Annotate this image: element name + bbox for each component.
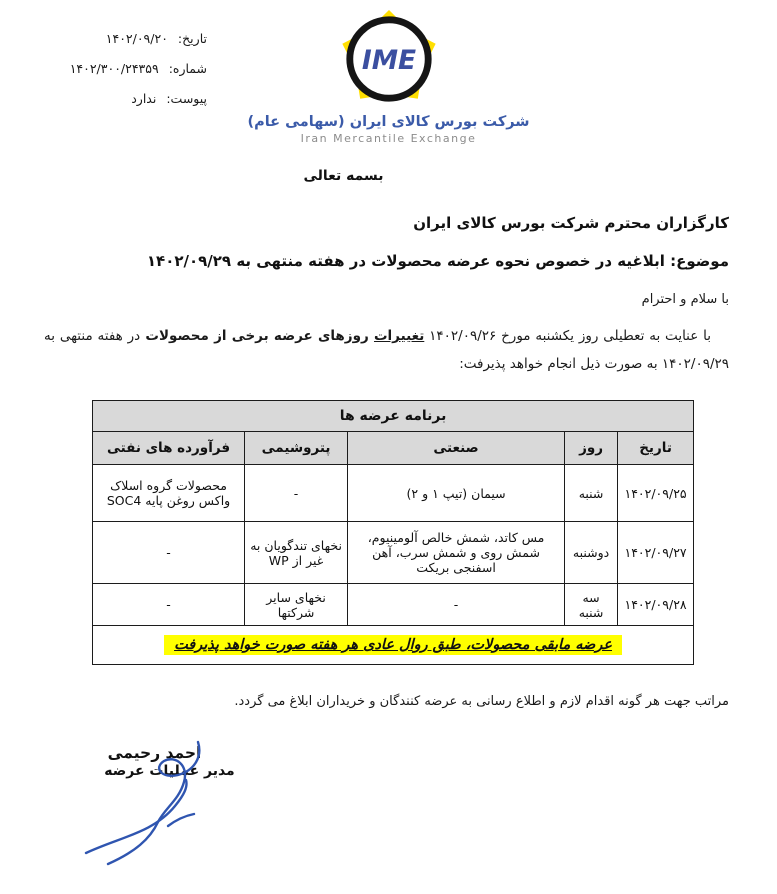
cell-oil: محصولات گروه اسلاک واکس روغن پایه SOC4 (93, 465, 245, 522)
body-text-underlined: تغییرات (373, 328, 425, 344)
cell-date: ۱۴۰۲/۰۹/۲۷ (618, 522, 694, 584)
table-title: برنامه عرضه ها (93, 401, 694, 432)
col-header-oil-products: فرآورده های نفتی (93, 432, 245, 465)
meta-number-label: شماره: (168, 61, 207, 76)
logo-monogram-text: IME (361, 44, 416, 76)
signature-block (62, 744, 277, 779)
cell-petrochemical: نخهای سایر شرکتها (245, 584, 348, 626)
body-text-part2: در هفته منتهی به ۱۴۰۲/۰۹/۲۹ به صورت ذیل انجام خواهد پذیرفت: (44, 328, 729, 372)
cell-industrial: سیمان (تیپ ۱ و ۲) (348, 465, 565, 522)
col-header-day: روز (565, 432, 618, 465)
cell-date: ۱۴۰۲/۰۹/۲۵ (618, 465, 694, 522)
table-row (93, 584, 694, 626)
bismillah-heading: بسمه تعالی (303, 168, 384, 184)
col-header-date: تاریخ (618, 432, 694, 465)
meta-date-value: ۱۴۰۲/۰۹/۲۰ (105, 31, 168, 46)
body-paragraph (44, 322, 729, 378)
salutation-line: با سلام و احترام (641, 292, 729, 307)
table-row (93, 465, 694, 522)
body-text-part1: با عنایت به تعطیلی روز یکشنبه مورخ ۱۴۰۲/۰۹/۲۶ (424, 328, 712, 344)
cell-oil: - (93, 584, 245, 626)
addressee-line: کارگزاران محترم شرکت بورس کالای ایران (413, 214, 729, 232)
cell-industrial: - (348, 584, 565, 626)
col-header-industrial: صنعتی (348, 432, 565, 465)
col-header-petrochemical: پتروشیمی (245, 432, 348, 465)
cell-petrochemical: - (245, 465, 348, 522)
ime-logo-block (0, 10, 777, 145)
subject-line: موضوع: ابلاغیه در خصوص نحوه عرضه محصولات در هفته منتهی به ۱۴۰۲/۰۹/۲۹ (146, 252, 729, 270)
ime-logo-icon (340, 10, 438, 112)
cell-petrochemical: نخهای تندگویان به غیر از WP (245, 522, 348, 584)
closing-line: مراتب جهت هر گونه اقدام لازم و اطلاع رسانی به عرضه کنندگان و خریداران ابلاغ می گردد. (234, 694, 729, 709)
signer-title: مدیر عملیات عرضه (104, 763, 235, 779)
cell-day: دوشنبه (565, 522, 618, 584)
cell-industrial: مس کاتد، شمش خالص آلومینیوم، شمش روی و شمش سرب، آهن اسفنجی بریکت (348, 522, 565, 584)
org-name-en: Iran Mercantile Exchange (300, 132, 477, 145)
supply-schedule-table (92, 400, 694, 665)
cell-oil: - (93, 522, 245, 584)
table-header-row (93, 432, 694, 465)
meta-number-value: ۱۴۰۲/۳۰۰/۲۴۳۵۹ (69, 61, 159, 76)
footer-note-cell (93, 626, 694, 665)
table-row (93, 522, 694, 584)
body-text-bold: روزهای عرضه برخی از محصولات (140, 328, 374, 344)
cell-day: سه شنبه (565, 584, 618, 626)
cell-day: شنبه (565, 465, 618, 522)
meta-attachment-value: ندارد (131, 91, 157, 106)
org-name-fa: شرکت بورس کالای ایران (سهامی عام) (247, 114, 530, 130)
meta-attachment-label: پیوست: (166, 91, 207, 106)
meta-date-label: تاریخ: (177, 31, 207, 46)
signer-name: احمد رحیمی (107, 744, 202, 762)
table-footer-row (93, 626, 694, 665)
table-title-row (93, 401, 694, 432)
cell-date: ۱۴۰۲/۰۹/۲۸ (618, 584, 694, 626)
footer-note-highlight: عرضه مابقی محصولات، طبق روال عادی هر هفته صورت خواهد پذیرفت (164, 635, 622, 655)
